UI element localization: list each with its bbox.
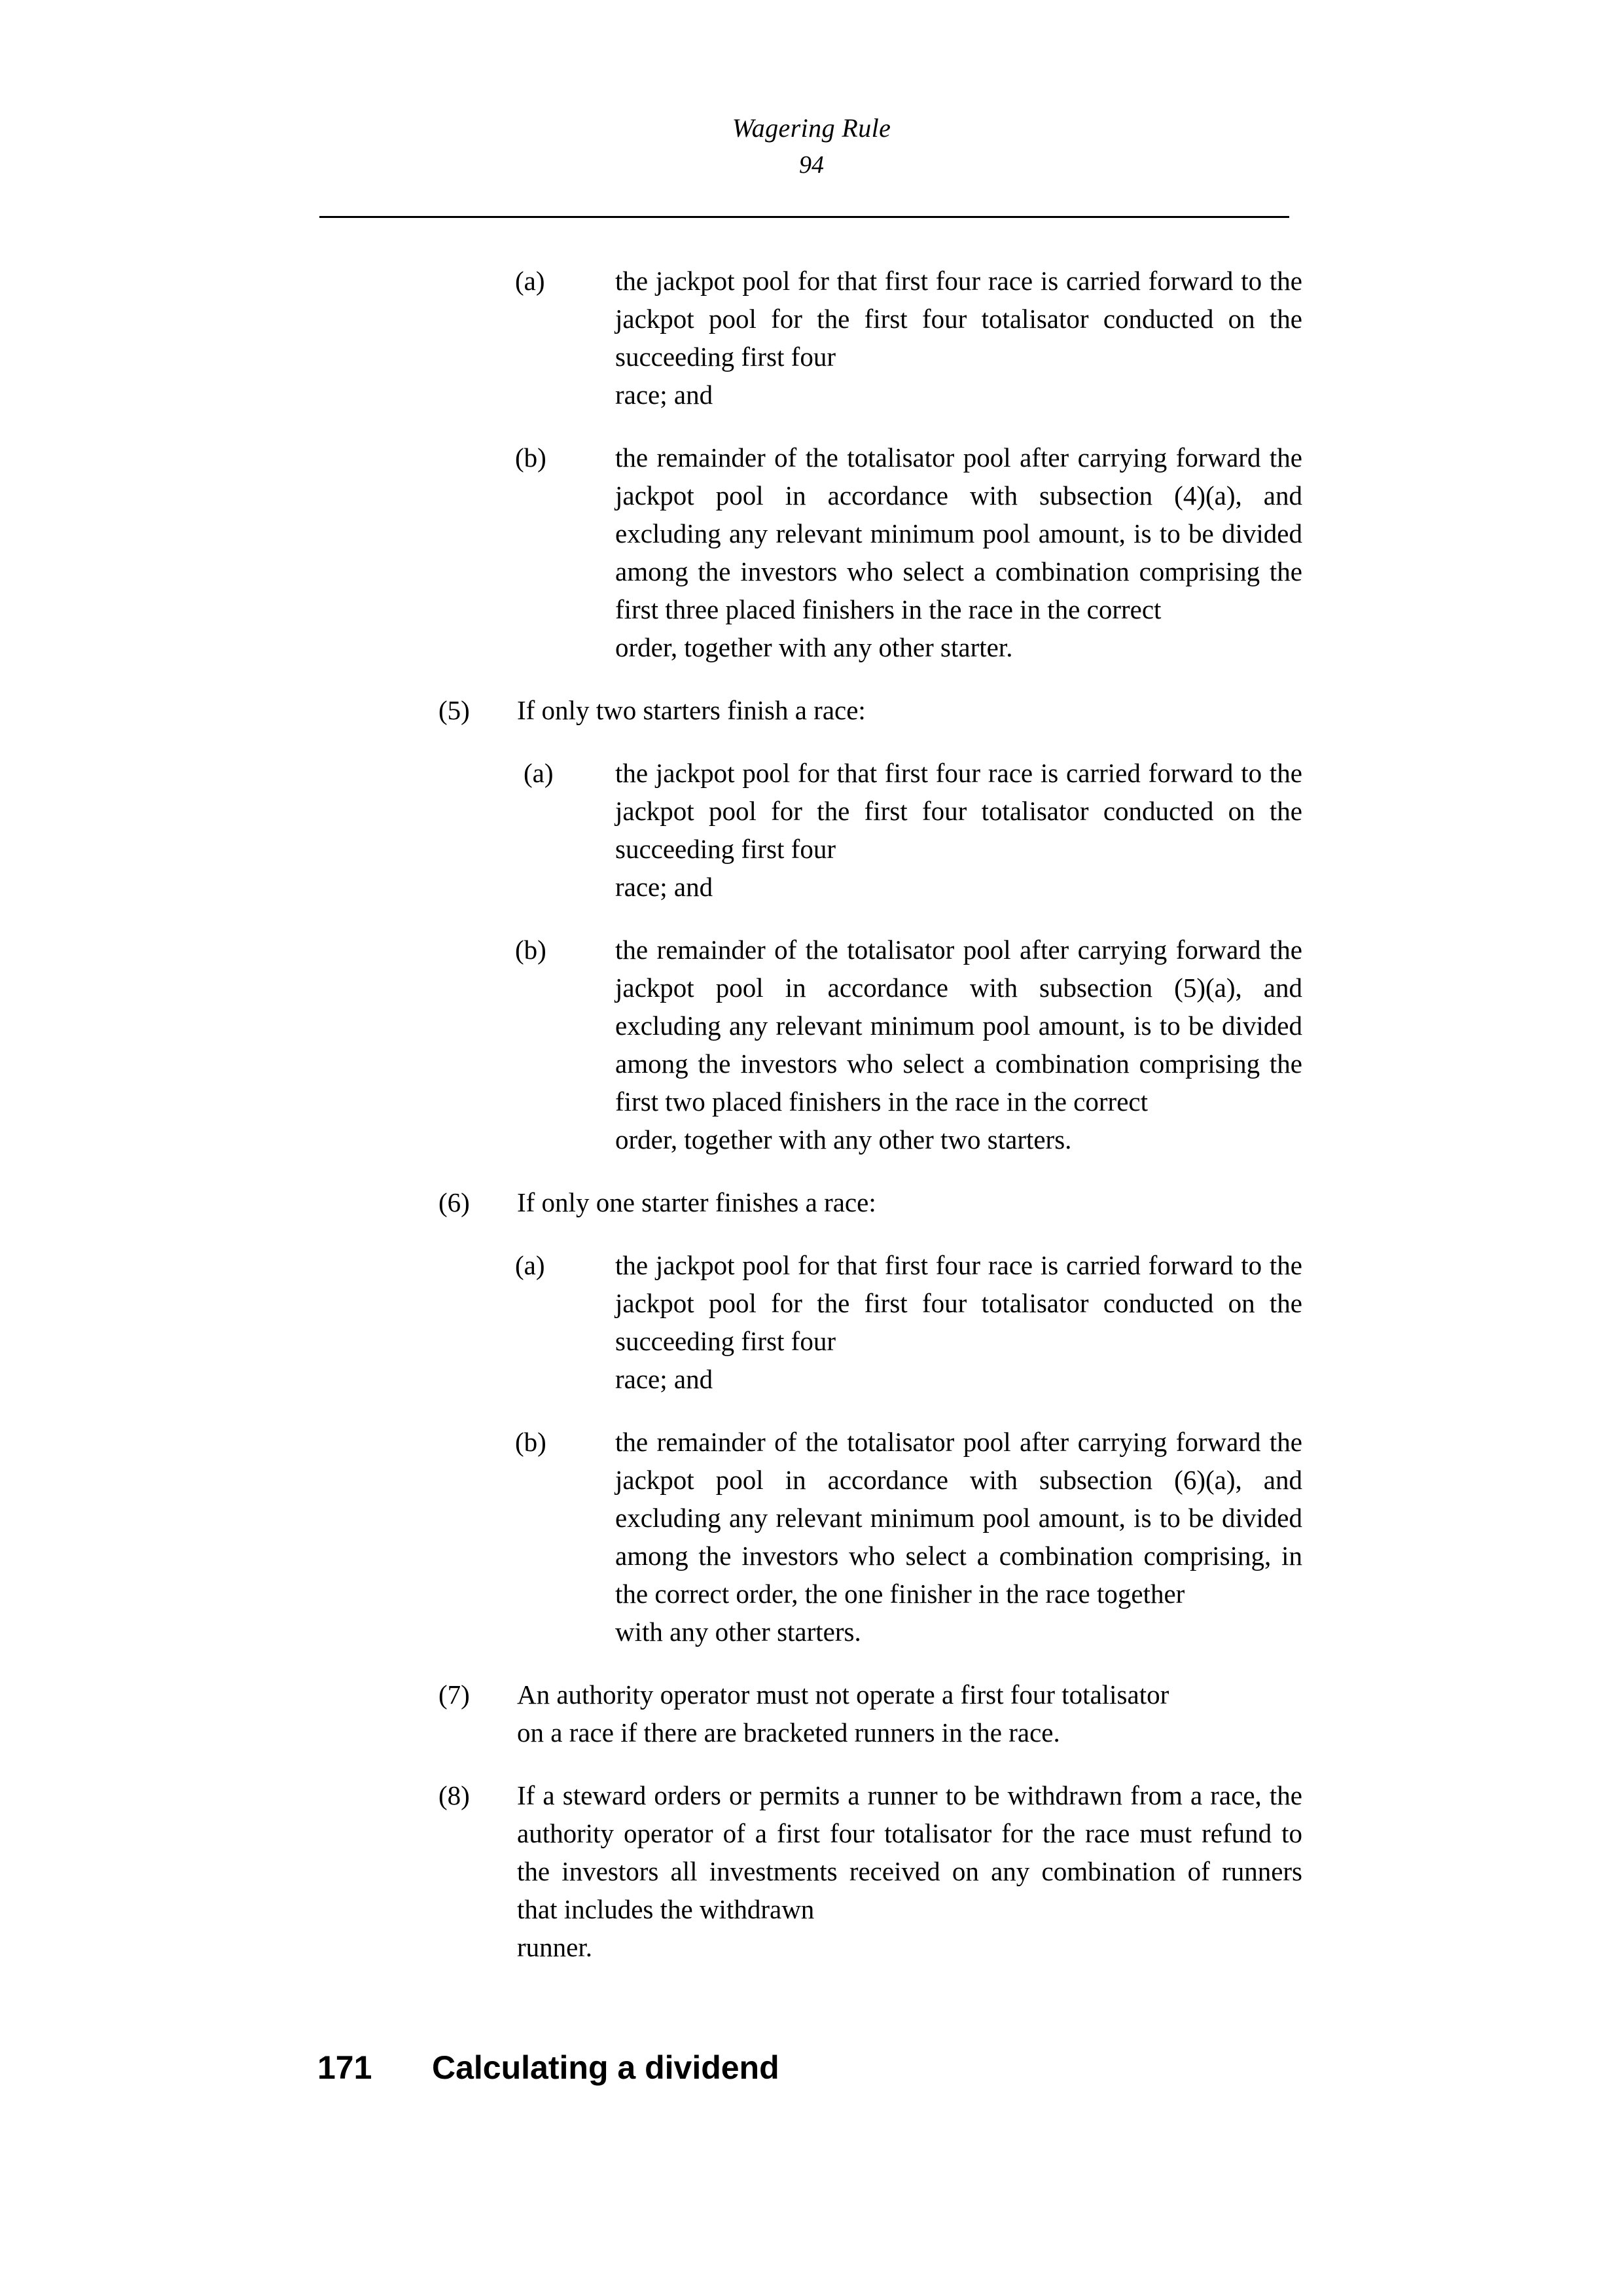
running-head xyxy=(0,111,1623,182)
clause-item xyxy=(0,1776,1623,1966)
clause-item xyxy=(0,1183,1623,1221)
section-number: 171 xyxy=(317,2049,372,2086)
clause-marker: (6) xyxy=(438,1187,470,1217)
clause-body: the remainder of the totalisator pool after carrying forward the jackpot pool in accordance with subsection (5)(a), and excluding any relevant minimum pool amount, is to be divided among the investors who select a combination comprising the first two placed finishers in the race in the correct xyxy=(615,935,1302,1117)
clause-text xyxy=(615,931,1302,1158)
clause-list xyxy=(0,262,1623,1966)
clause-item xyxy=(0,262,1623,414)
clause-last-line: on a race if there are bracketed runners in the race. xyxy=(517,1717,1060,1748)
clause-marker: (8) xyxy=(438,1780,470,1810)
clause-text xyxy=(517,1676,1302,1751)
clause-item xyxy=(0,931,1623,1158)
clause-marker: (5) xyxy=(438,695,470,725)
clause-body: the remainder of the totalisator pool after carrying forward the jackpot pool in accordance with subsection (6)(a), and excluding any relevant minimum pool amount, is to be divided among the investors who select a combination comprising, in the correct order, the one finisher in the race together xyxy=(615,1427,1302,1609)
clause-body: the jackpot pool for that first four race is carried forward to the jackpot pool for the first four totalisator conducted on the succeeding first four xyxy=(615,758,1302,864)
clause-body: the remainder of the totalisator pool after carrying forward the jackpot pool in accordance with subsection (4)(a), and excluding any relevant minimum pool amount, is to be divided among the investors who select a combination comprising the first three placed finishers in the race in the correct xyxy=(615,442,1302,624)
clause-marker: (a) xyxy=(524,758,554,788)
clause-item xyxy=(0,1246,1623,1398)
running-head-page-number: 94 xyxy=(799,151,824,179)
clause-last-line: If only two starters finish a race: xyxy=(517,695,866,725)
clause-last-line: order, together with any other starter. xyxy=(615,632,1013,662)
clause-text xyxy=(615,262,1302,414)
section-title: Calculating a dividend xyxy=(432,2049,779,2086)
clause-body: If a steward orders or permits a runner to be withdrawn from a race, the authority operator of a first four totalisator for the race must refund to the investors all investments received on any combination of runners that includes the withdrawn xyxy=(517,1780,1302,1924)
clause-text xyxy=(615,754,1302,906)
clause-body: the jackpot pool for that first four race is carried forward to the jackpot pool for the first four totalisator conducted on the succeeding first four xyxy=(615,1250,1302,1356)
clause-last-line: race; and xyxy=(615,872,713,902)
running-head-title: Wagering Rule xyxy=(732,113,891,143)
clause-last-line: with any other starters. xyxy=(615,1617,861,1647)
clause-item xyxy=(0,754,1623,906)
clause-text xyxy=(517,1183,1302,1221)
clause-item xyxy=(0,1676,1623,1751)
clause-marker: (a) xyxy=(515,266,545,296)
clause-last-line: order, together with any other two starters. xyxy=(615,1124,1072,1155)
clause-text xyxy=(517,691,1302,729)
clause-item xyxy=(0,1423,1623,1651)
header-divider xyxy=(319,216,1289,218)
clause-marker: (b) xyxy=(515,935,546,965)
clause-last-line: race; and xyxy=(615,1364,713,1394)
clause-text xyxy=(615,439,1302,666)
clause-text xyxy=(517,1776,1302,1966)
clause-item xyxy=(0,691,1623,729)
clause-text xyxy=(615,1423,1302,1651)
clause-last-line: race; and xyxy=(615,380,713,410)
clause-marker: (7) xyxy=(438,1679,470,1710)
clause-marker: (b) xyxy=(515,1427,546,1457)
clause-body: the jackpot pool for that first four race is carried forward to the jackpot pool for the first four totalisator conducted on the succeeding first four xyxy=(615,266,1302,372)
clause-marker: (b) xyxy=(515,442,546,473)
clause-last-line: If only one starter finishes a race: xyxy=(517,1187,876,1217)
clause-body: An authority operator must not operate a first four totalisator xyxy=(517,1679,1169,1710)
clause-last-line: runner. xyxy=(517,1932,592,1962)
clause-marker: (a) xyxy=(515,1250,545,1280)
clause-text xyxy=(615,1246,1302,1398)
clause-item xyxy=(0,439,1623,666)
